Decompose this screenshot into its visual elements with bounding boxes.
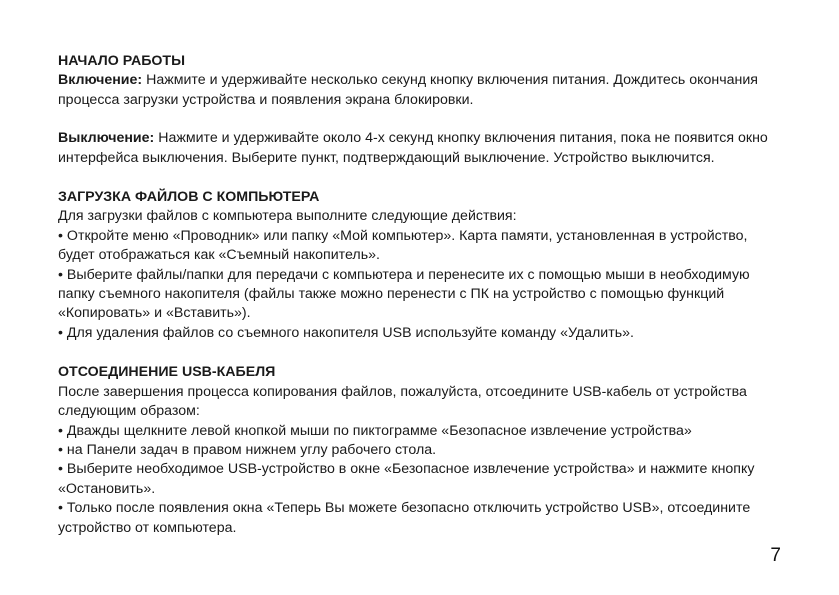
section-intro: Для загрузки файлов с компьютера выполните следующие действия:: [58, 208, 517, 225]
list-item: • Выберите файлы/папки для передачи с компьютера и перенесите их с помощью мыши в необходимую папку съемного накопителя (файлы также можно перенести с ПК на устройство с помощью функций «Копировать» и «Вставить»).: [58, 266, 750, 322]
page-number: 7: [770, 545, 781, 566]
section-heading: ОТСОЕДИНЕНИЕ USB-КАБЕЛЯ: [58, 364, 276, 381]
list-item: • Только после появления окна «Теперь Вы можете безопасно отключить устройство USB», отсоедините устройство от компьютера.: [58, 500, 751, 536]
power-on-text: Нажмите и удерживайте несколько секунд кнопку включения питания. Дождитесь окончания процесса загрузки устройства и появления экрана блокировки.: [58, 72, 758, 108]
list-item: • Дважды щелкните левой кнопкой мыши по пиктограмме «Безопасное извлечение устройства»: [58, 422, 692, 439]
section-heading: ЗАГРУЗКА ФАЙЛОВ С КОМПЬЮТЕРА: [58, 189, 320, 206]
list-item: • Откройте меню «Проводник» или папку «Мой компьютер». Карта памяти, установленная в устройство, будет отображаться как «Съемный накопитель».: [58, 227, 748, 264]
power-off-lead: Выключение:: [58, 130, 155, 147]
power-off-text: Нажмите и удерживайте около 4-х секунд кнопку включения питания, пока не появится окно интерфейса выключения. Выберите пункт, подтверждающий выключение. Устройство выключится.: [58, 130, 768, 166]
list-item: • на Панели задач в правом нижнем углу рабочего стола.: [58, 441, 437, 458]
power-on-lead: Включение:: [58, 72, 143, 89]
section-file-upload: [58, 188, 786, 343]
manual-page: [58, 52, 786, 558]
section-getting-started: [58, 52, 786, 168]
power-off-paragraph: [58, 129, 786, 168]
section-intro: После завершения процесса копирования файлов, пожалуйста, отсоедините USB-кабель от устройства следующим образом:: [58, 383, 747, 420]
list-item: • Для удаления файлов со съемного накопителя USB используйте команду «Удалить».: [58, 324, 634, 341]
section-usb-disconnect: [58, 363, 786, 538]
power-on-paragraph: [58, 71, 786, 110]
section-heading: НАЧАЛО РАБОТЫ: [58, 53, 185, 69]
list-item: • Выберите необходимое USB-устройство в окне «Безопасное извлечение устройства» и нажмите кнопку «Остановить».: [58, 461, 755, 497]
